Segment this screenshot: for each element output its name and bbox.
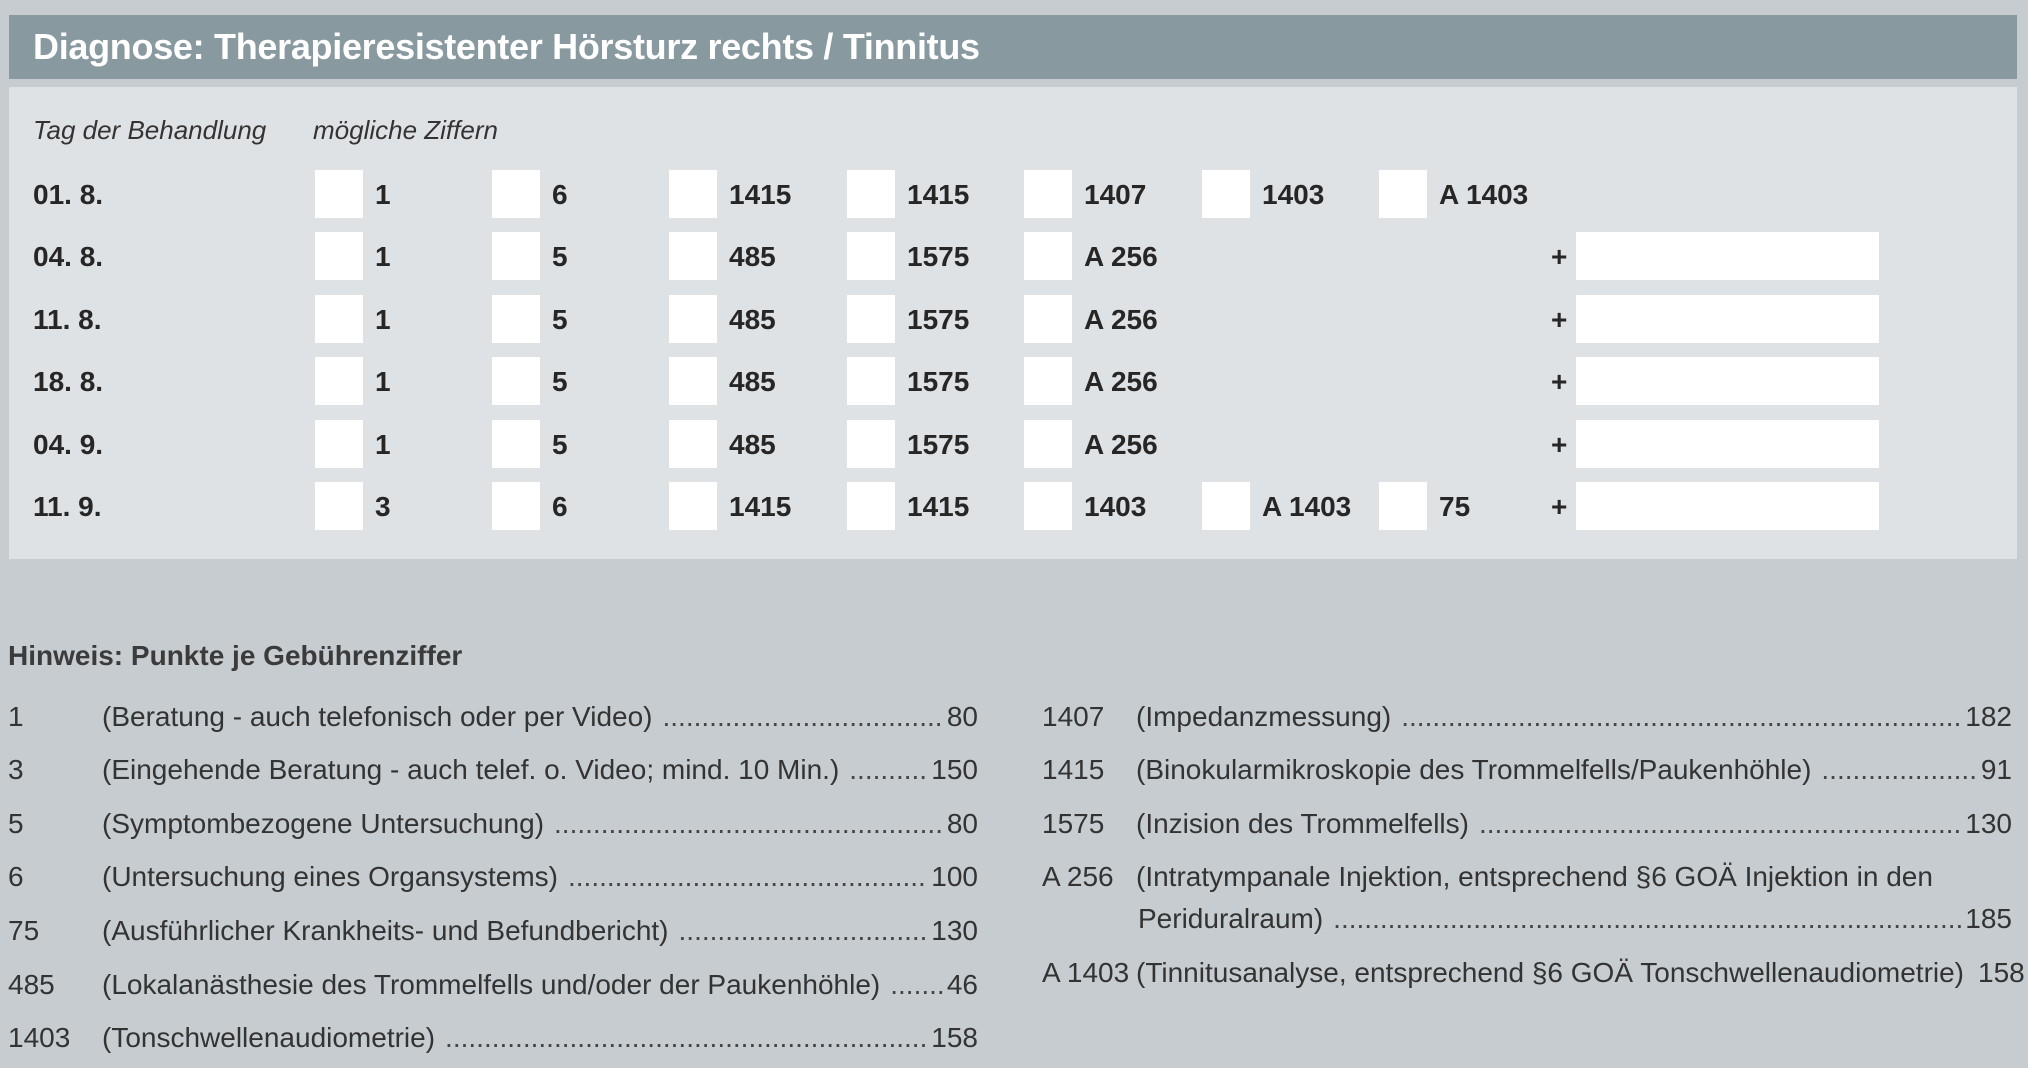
- note-points: 80: [946, 808, 978, 839]
- treatment-row: [9, 420, 2017, 470]
- note-description: (Binokularmikroskopie des Trommelfells/Paukenhöhle): [1136, 754, 1812, 785]
- note-description: (Tonschwellenaudiometrie): [102, 1022, 436, 1053]
- dot-leader: [890, 960, 943, 1010]
- additional-code-field[interactable]: [1576, 357, 1879, 405]
- fee-note-item: [1042, 948, 2025, 998]
- note-points: 46: [946, 969, 978, 1000]
- code-label: 1: [375, 366, 391, 397]
- note-description: Periduralraum): [1138, 903, 1324, 934]
- note-code: 1: [8, 701, 24, 732]
- additional-code-field[interactable]: [1576, 232, 1879, 280]
- fee-note-item: [1042, 692, 2012, 742]
- code-label: 1415: [729, 179, 792, 210]
- note-code: A 256: [1042, 861, 1114, 892]
- code-checkbox[interactable]: [1024, 232, 1072, 280]
- code-checkbox[interactable]: [847, 295, 895, 343]
- code-checkbox[interactable]: [492, 357, 540, 405]
- plus-sign: +: [1551, 429, 1568, 460]
- code-label: 1575: [907, 429, 970, 460]
- column-header-day: Tag der Behandlung: [33, 115, 267, 145]
- note-line: [102, 960, 978, 1010]
- code-checkbox[interactable]: [1202, 482, 1250, 530]
- treatment-row: [9, 482, 2017, 532]
- code-label: 1: [375, 429, 391, 460]
- code-checkbox[interactable]: [669, 170, 717, 218]
- treatment-date: 04. 8.: [33, 241, 104, 272]
- notes-title: Hinweis: Punkte je Gebührenziffer: [8, 640, 463, 671]
- code-checkbox[interactable]: [492, 170, 540, 218]
- code-checkbox[interactable]: [1379, 170, 1427, 218]
- code-checkbox[interactable]: [847, 170, 895, 218]
- code-checkbox[interactable]: [669, 482, 717, 530]
- treatment-row: [9, 170, 2017, 220]
- code-checkbox[interactable]: [847, 357, 895, 405]
- treatment-row: [9, 295, 2017, 345]
- dot-leader: [662, 692, 942, 742]
- note-description: (Eingehende Beratung - auch telef. o. Video; mind. 10 Min.): [102, 754, 840, 785]
- dot-leader: [679, 906, 928, 956]
- fee-note-item: [8, 1013, 978, 1063]
- note-points: 130: [931, 915, 978, 946]
- code-label: 5: [552, 366, 568, 397]
- code-checkbox[interactable]: [315, 295, 363, 343]
- code-label: 6: [552, 491, 568, 522]
- dot-leader: [1479, 799, 1961, 849]
- note-code: 1415: [1042, 754, 1105, 785]
- note-line: [102, 692, 978, 742]
- code-checkbox[interactable]: [1024, 420, 1072, 468]
- code-checkbox[interactable]: [1024, 295, 1072, 343]
- header-bar: [9, 15, 2017, 79]
- code-label: 5: [552, 304, 568, 335]
- code-label: A 256: [1084, 241, 1158, 272]
- note-code: 1575: [1042, 808, 1105, 839]
- note-code: 1407: [1042, 701, 1105, 732]
- code-label: 1415: [907, 179, 970, 210]
- code-label: 6: [552, 179, 568, 210]
- column-header-codes: mögliche Ziffern: [313, 115, 498, 145]
- code-checkbox[interactable]: [492, 295, 540, 343]
- plus-sign: +: [1551, 304, 1568, 335]
- note-description: (Tinnitusanalyse, entsprechend §6 GOÄ Tonschwellenaudiometrie): [1136, 957, 1965, 988]
- code-checkbox[interactable]: [1024, 170, 1072, 218]
- dot-leader: [1401, 692, 1961, 742]
- code-checkbox[interactable]: [315, 420, 363, 468]
- additional-code-field[interactable]: [1576, 295, 1879, 343]
- code-label: 1403: [1084, 491, 1147, 522]
- code-label: 1575: [907, 241, 970, 272]
- code-checkbox[interactable]: [315, 482, 363, 530]
- fee-note-item: [1042, 799, 2012, 849]
- code-label: 1: [375, 241, 391, 272]
- code-checkbox[interactable]: [1024, 482, 1072, 530]
- dot-leader: [554, 799, 943, 849]
- dot-leader: [1821, 745, 1976, 795]
- code-checkbox[interactable]: [315, 357, 363, 405]
- code-label: 5: [552, 429, 568, 460]
- note-code: 485: [8, 969, 55, 1000]
- code-checkbox[interactable]: [315, 170, 363, 218]
- code-label: 485: [729, 366, 776, 397]
- code-checkbox[interactable]: [492, 232, 540, 280]
- note-description: (Beratung - auch telefonisch oder per Video): [102, 701, 653, 732]
- note-code: 3: [8, 754, 24, 785]
- note-points: 158: [1978, 957, 2025, 988]
- code-label: 1: [375, 179, 391, 210]
- code-checkbox[interactable]: [1024, 357, 1072, 405]
- note-points: 130: [1965, 808, 2012, 839]
- note-description: (Ausführlicher Krankheits- und Befundbericht): [102, 915, 669, 946]
- dot-leader: [568, 852, 927, 902]
- fee-note-item: [1042, 745, 2012, 795]
- code-checkbox[interactable]: [1379, 482, 1427, 530]
- code-checkbox[interactable]: [847, 482, 895, 530]
- note-points: 182: [1965, 701, 2012, 732]
- treatment-date: 11. 8.: [33, 304, 102, 335]
- fee-note-item: [8, 852, 978, 902]
- code-checkbox[interactable]: [669, 295, 717, 343]
- code-label: A 256: [1084, 429, 1158, 460]
- code-label: 1415: [729, 491, 792, 522]
- plus-sign: +: [1551, 491, 1568, 522]
- note-description: (Lokalanästhesie des Trommelfells und/oder der Paukenhöhle): [102, 969, 881, 1000]
- code-checkbox[interactable]: [669, 357, 717, 405]
- fee-note-item: [1042, 852, 2012, 934]
- note-code: 75: [8, 915, 40, 946]
- note-points: 185: [1965, 903, 2012, 934]
- fee-note-item: [8, 692, 978, 742]
- fee-note-item: [8, 960, 978, 1010]
- code-label: 75: [1439, 491, 1471, 522]
- code-label: 1403: [1262, 179, 1325, 210]
- treatment-date: 18. 8.: [33, 366, 104, 397]
- code-label: 3: [375, 491, 391, 522]
- code-label: A 256: [1084, 304, 1158, 335]
- note-points: 100: [931, 861, 978, 892]
- treatment-date: 01. 8.: [33, 179, 104, 210]
- code-label: 485: [729, 304, 776, 335]
- code-label: 1: [375, 304, 391, 335]
- code-checkbox[interactable]: [492, 420, 540, 468]
- dot-leader: [849, 745, 927, 795]
- diagnosis-title: Diagnose: Therapieresistenter Hörsturz rechts / Tinnitus: [33, 26, 980, 67]
- code-label: 1407: [1084, 179, 1147, 210]
- note-description: (Symptombezogene Untersuchung): [102, 808, 545, 839]
- note-code: 5: [8, 808, 24, 839]
- note-line: [102, 745, 978, 795]
- code-checkbox[interactable]: [492, 482, 540, 530]
- code-checkbox[interactable]: [669, 420, 717, 468]
- note-points: 80: [946, 701, 978, 732]
- note-line: [1136, 745, 2012, 795]
- dot-leader: [1333, 894, 1961, 944]
- note-line: [102, 1013, 978, 1063]
- fee-note-item: [8, 906, 978, 956]
- code-label: 1575: [907, 366, 970, 397]
- plus-sign: +: [1551, 366, 1568, 397]
- note-description: (Impedanzmessung): [1136, 701, 1392, 732]
- note-points: 158: [931, 1022, 978, 1053]
- note-line: [102, 852, 978, 902]
- fee-note-item: [8, 745, 978, 795]
- additional-code-field[interactable]: [1576, 482, 1879, 530]
- note-points: 91: [1980, 754, 2012, 785]
- code-label: A 1403: [1262, 491, 1352, 522]
- note-line: [1138, 894, 2012, 944]
- note-description: (Intratympanale Injektion, entsprechend §6 GOÄ Injektion in den: [1136, 861, 1933, 892]
- note-code: 6: [8, 861, 24, 892]
- code-label: 485: [729, 429, 776, 460]
- code-label: A 256: [1084, 366, 1158, 397]
- note-code: 1403: [8, 1022, 71, 1053]
- code-checkbox[interactable]: [669, 232, 717, 280]
- code-label: 5: [552, 241, 568, 272]
- code-checkbox[interactable]: [1202, 170, 1250, 218]
- note-line: [1136, 948, 2025, 998]
- code-label: 485: [729, 241, 776, 272]
- plus-sign: +: [1551, 241, 1568, 272]
- code-checkbox[interactable]: [847, 232, 895, 280]
- note-description: (Untersuchung eines Organsystems): [102, 861, 558, 892]
- treatment-date: 11. 9.: [33, 491, 102, 522]
- note-description: (Inzision des Trommelfells): [1136, 808, 1469, 839]
- dot-leader: [445, 1013, 927, 1063]
- note-points: 150: [931, 754, 978, 785]
- treatment-table: [9, 87, 2017, 559]
- treatment-row: [9, 232, 2017, 282]
- note-line: [1136, 799, 2012, 849]
- fee-note-item: [8, 799, 978, 849]
- note-line: [1136, 692, 2012, 742]
- additional-code-field[interactable]: [1576, 420, 1879, 468]
- note-code: A 1403: [1042, 957, 1130, 988]
- code-checkbox[interactable]: [315, 232, 363, 280]
- code-checkbox[interactable]: [847, 420, 895, 468]
- note-line: [102, 906, 978, 956]
- code-label: A 1403: [1439, 179, 1529, 210]
- treatment-date: 04. 9.: [33, 429, 104, 460]
- note-line: [102, 799, 978, 849]
- code-label: 1575: [907, 304, 970, 335]
- code-label: 1415: [907, 491, 970, 522]
- treatment-row: [9, 357, 2017, 407]
